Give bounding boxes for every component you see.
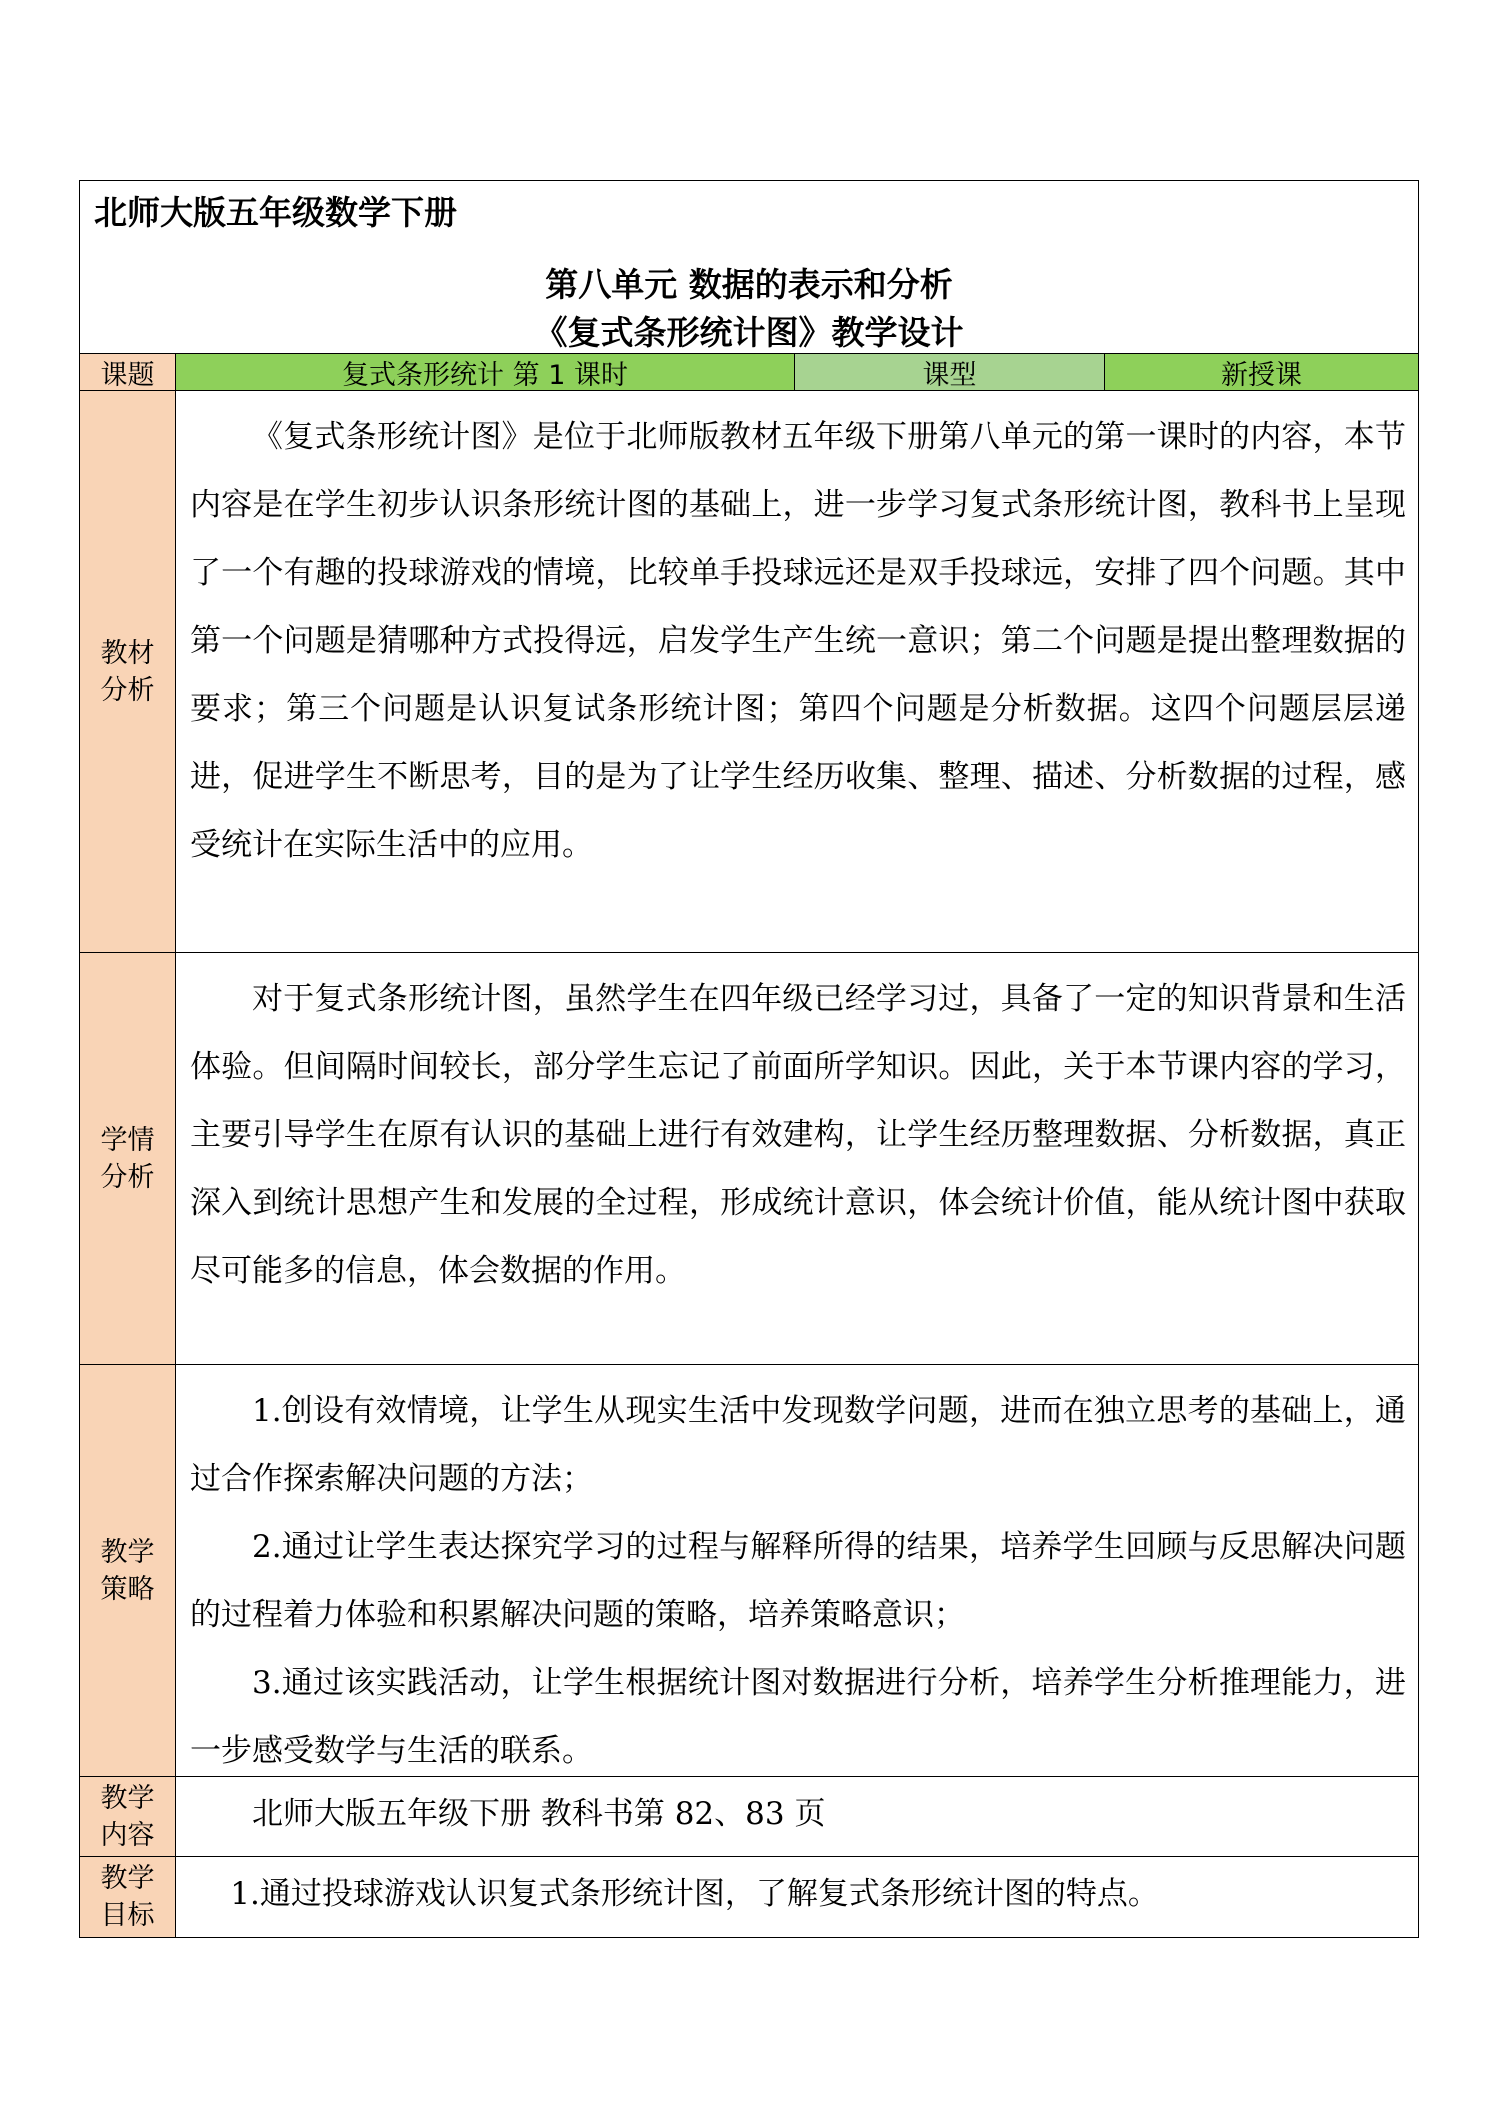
- section-content: [176, 1777, 1418, 1856]
- section-label: [80, 1365, 176, 1776]
- section-label-text: 教学策略: [100, 1536, 155, 1605]
- publisher-title: 北师大版五年级数学下册: [94, 193, 457, 232]
- section-label-text: 教学目标: [100, 1863, 155, 1931]
- type-value: 新授课: [1105, 354, 1418, 390]
- section-student-analysis: [80, 953, 1418, 1365]
- section-label: [80, 1857, 176, 1937]
- type-label: 课型: [795, 354, 1105, 390]
- section-content: [176, 391, 1418, 952]
- section-material-analysis: [80, 391, 1418, 953]
- paragraph: 对于复式条形统计图，虽然学生在四年级已经学习过，具备了一定的知识背景和生活体验。但间隔时间较长，部分学生忘记了前面所学知识。因此，关于本节课内容的学习，主要引导学生在原有认识的基础上进行有效建构，让学生经历整理数据、分析数据，真正深入到统计思想产生和发展的全过程，形成统计意识，体会统计价值，能从统计图中获取尽可能多的信息，体会数据的作用。: [190, 981, 1406, 1289]
- section-content: [176, 1857, 1418, 1937]
- meta-row: [80, 354, 1418, 391]
- paragraph: 1.通过投球游戏认识复式条形统计图，了解复式条形统计图的特点。: [230, 1876, 1159, 1912]
- section-teaching-goals: [80, 1857, 1418, 1937]
- section-teaching-strategy: [80, 1365, 1418, 1777]
- paragraph: 《复式条形统计图》是位于北师版教材五年级下册第八单元的第一课时的内容，本节内容是在学生初步认识条形统计图的基础上，进一步学习复式条形统计图，教科书上呈现了一个有趣的投球游戏的情境，比较单手投球远还是双手投球远，安排了四个问题。其中第一个问题是猜哪种方式投得远，启发学生产生统一意识；第二个问题是提出整理数据的要求；第三个问题是认识复试条形统计图；第四个问题是分析数据。这四个问题层层递进，促进学生不断思考，目的是为了让学生经历收集、整理、描述、分析数据的过程，感受统计在实际生活中的应用。: [190, 419, 1406, 863]
- lesson-plan-table: [79, 180, 1419, 1938]
- section-label-text: 教学内容: [100, 1782, 155, 1851]
- section-content: [176, 1365, 1418, 1776]
- section-label: [80, 953, 176, 1364]
- paragraph: 2.通过让学生表达探究学习的过程与解释所得的结果，培养学生回顾与反思解决问题的过程着力体验和积累解决问题的策略，培养策略意识；: [190, 1529, 1406, 1633]
- topic-label: 课题: [80, 354, 176, 390]
- section-label: [80, 391, 176, 952]
- section-label: [80, 1777, 176, 1856]
- topic-value: 复式条形统计 第 1 课时: [176, 354, 795, 390]
- lesson-title: 《复式条形统计图》教学设计: [534, 313, 964, 352]
- section-label-text: 教材分析: [100, 637, 155, 706]
- paragraph: 1.创设有效情境，让学生从现实生活中发现数学问题，进而在独立思考的基础上，通过合作探索解决问题的方法；: [190, 1393, 1406, 1497]
- paragraph: 北师大版五年级下册 教科书第 82、83 页: [252, 1796, 826, 1832]
- section-teaching-content: [80, 1777, 1418, 1857]
- section-content: [176, 953, 1418, 1364]
- unit-title: 第八单元 数据的表示和分析: [545, 265, 953, 304]
- section-label-text: 学情分析: [100, 1124, 155, 1193]
- document-header: [80, 181, 1418, 354]
- paragraph: 3.通过该实践活动，让学生根据统计图对数据进行分析，培养学生分析推理能力，进一步感受数学与生活的联系。: [190, 1665, 1406, 1769]
